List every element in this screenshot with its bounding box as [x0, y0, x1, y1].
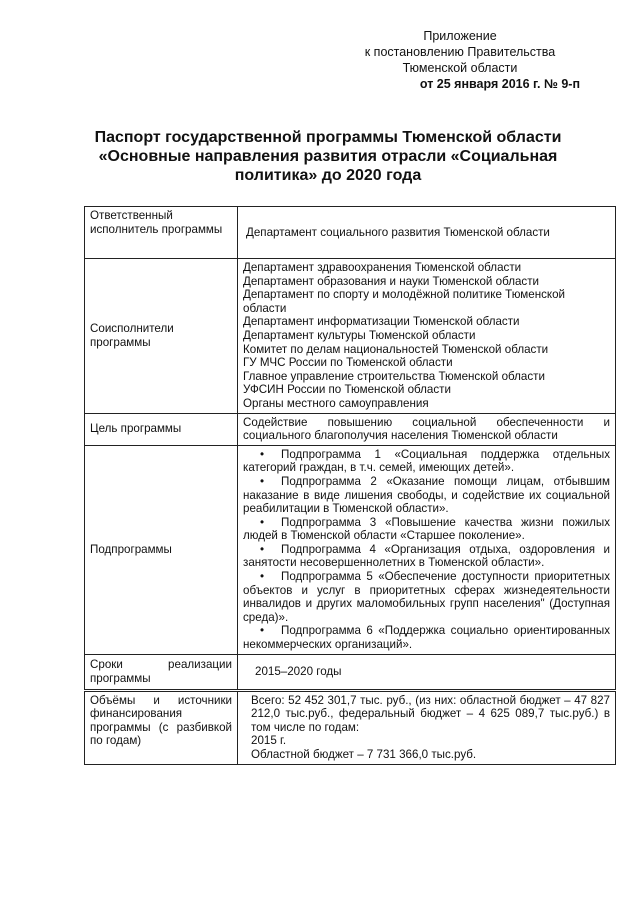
- subprogram-text: Подпрограмма 3 «Повышение качества жизни пожилых людей в Тюменской области «Старшее поколение».: [243, 515, 610, 543]
- terms-text: 2015–2020 годы: [255, 664, 342, 678]
- approval-line-3: Тюменской области: [402, 61, 518, 75]
- coexecutor-item: Департамент информатизации Тюменской области: [243, 315, 520, 329]
- approval-stamp: [340, 28, 580, 92]
- coexecutor-item: Главное управление строительства Тюменской области: [243, 369, 545, 383]
- finance-label: Объёмы и источники финансирования программы (с разбивкой по годам): [85, 690, 238, 764]
- subprogram-text: Подпрограмма 6 «Поддержка социально ориентированных некоммерческих организаций».: [243, 624, 610, 652]
- title-line-2: «Основные направления развития отрасли «Социальная: [98, 148, 558, 165]
- coexecutor-item: Департамент образования и науки Тюменской области: [243, 274, 539, 288]
- goal-label: Цель программы: [85, 413, 238, 445]
- title-line-1: Паспорт государственной программы Тюменской области: [94, 129, 562, 146]
- coexecutor-item: Комитет по делам национальностей Тюменской области: [243, 342, 549, 356]
- coexecutor-item: Органы местного самоуправления: [243, 396, 429, 410]
- subprogram-item: [243, 570, 610, 624]
- approval-line-2: к постановлению Правительства: [364, 45, 556, 59]
- executor-label: Ответственный исполнитель программы: [85, 207, 238, 259]
- subprogram-item: [243, 448, 610, 475]
- goal-value: Содействие повышению социальной обеспеченности и социального благополучия населения Тюменской области: [238, 413, 616, 445]
- subprograms-list: [238, 445, 616, 654]
- coexecutors-list: [238, 259, 616, 414]
- passport-table: [84, 206, 616, 765]
- bullet-icon: •: [259, 474, 265, 488]
- coexecutor-item: УФСИН России по Тюменской области: [243, 383, 451, 397]
- subprogram-item: [243, 543, 610, 570]
- row-terms: [85, 654, 616, 690]
- bullet-icon: •: [259, 570, 265, 584]
- coexecutor-item: Департамент здравоохранения Тюменской области: [243, 261, 522, 274]
- subprogram-text: Подпрограмма 2 «Оказание помощи лицам, отбывшим наказание в виде лишения свободы, и содействие их социальной реабилитации в Тюменской области».: [243, 474, 610, 516]
- title-line-3: политика» до 2020 года: [234, 167, 422, 184]
- executor-value: Департамент социального развития Тюменской области: [238, 207, 616, 259]
- coexecutor-item: ГУ МЧС России по Тюменской области: [243, 356, 453, 370]
- subprogram-text: Подпрограмма 5 «Обеспечение доступности приоритетных объектов и услуг в приоритетных сферах жизнедеятельности инвалидов и других маломобильных групп населения" (Доступная среда)».: [243, 570, 610, 624]
- finance-total: Всего: 52 452 301,7 тыс. руб., (из них: областной бюджет – 47 827 212,0 тыс.руб., федеральный бюджет – 4 625 089,7 тыс.руб.) в том числе по годам:: [251, 693, 610, 734]
- subprogram-text: Подпрограмма 4 «Организация отдыха, оздоровления и занятости несовершеннолетних в Тюменской области».: [243, 542, 610, 570]
- finance-regional: Областной бюджет – 7 731 366,0 тыс.руб.: [251, 748, 477, 761]
- approval-date: от 25 января 2016 г. № 9-п: [419, 77, 580, 91]
- row-subprograms: [85, 445, 616, 654]
- subprogram-text: Подпрограмма 1 «Социальная поддержка отдельных категорий граждан, в т.ч. семей, имеющих детей».: [243, 447, 610, 475]
- terms-label: Сроки реализации программы: [85, 654, 238, 690]
- subprograms-label: Подпрограммы: [85, 445, 238, 654]
- bullet-icon: •: [259, 447, 265, 461]
- row-finance: [85, 690, 616, 764]
- approval-line-1: Приложение: [423, 29, 497, 43]
- subprogram-item: [243, 475, 610, 516]
- finance-year: 2015 г.: [251, 734, 287, 748]
- coexecutor-item: Департамент по спорту и молодёжной политике Тюменской области: [243, 288, 566, 315]
- bullet-icon: •: [259, 542, 265, 556]
- row-coexecutors: [85, 259, 616, 414]
- finance-value: [238, 690, 616, 764]
- coexecutor-item: Департамент культуры Тюменской области: [243, 328, 476, 342]
- row-goal: [85, 413, 616, 445]
- subprogram-item: [243, 624, 610, 651]
- bullet-icon: •: [259, 624, 265, 638]
- bullet-icon: •: [259, 515, 265, 529]
- row-executor: [85, 207, 616, 259]
- terms-value: [238, 654, 616, 690]
- subprogram-item: [243, 516, 610, 543]
- coexecutors-label: Соисполнители программы: [85, 259, 238, 414]
- document-title: [78, 128, 578, 185]
